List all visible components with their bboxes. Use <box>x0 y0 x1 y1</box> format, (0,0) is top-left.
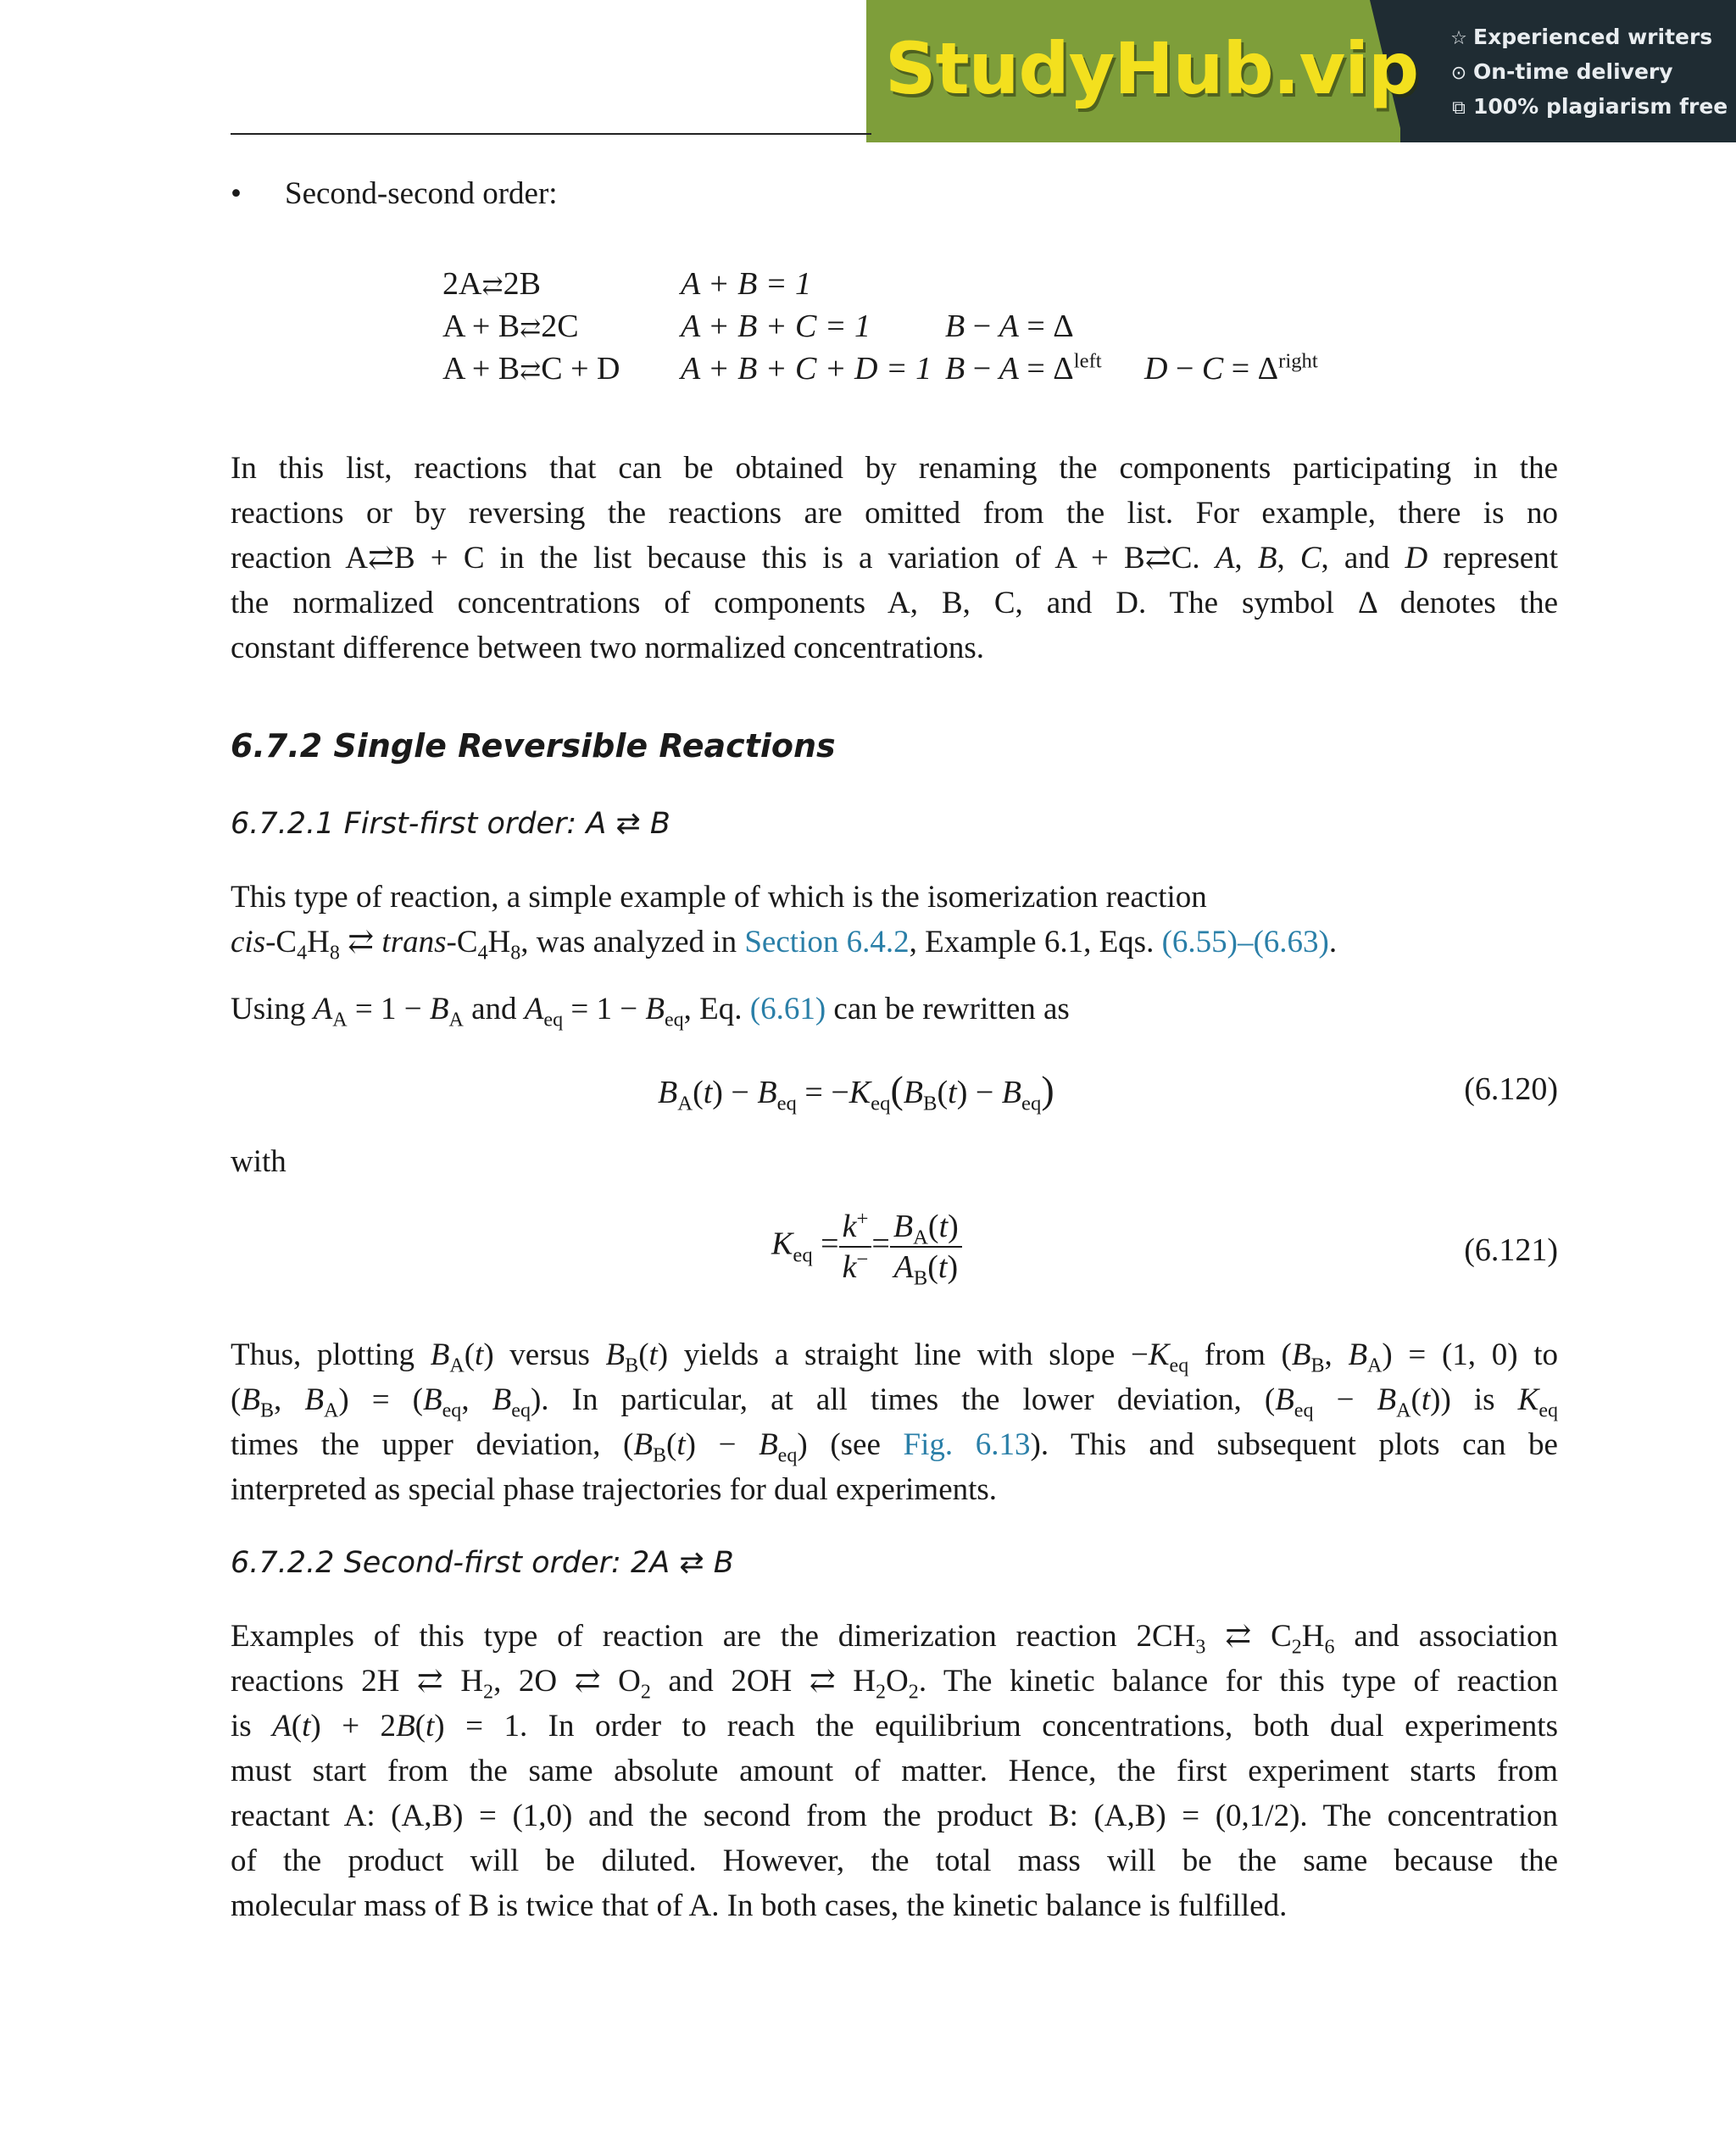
text-line: reactions or by reversing the reactions are omitted from the list. For example, there is no <box>231 496 1558 531</box>
with-label: with <box>231 1144 287 1179</box>
paragraph-rewrite: Using $A_A = 1 - B_A$ and $A_{eq} = 1 - B_{eq}$, Eq. (6.61) can be rewritten as <box>231 992 1070 1032</box>
balance-1: A + B = 1 <box>681 266 812 302</box>
text-span: , Example 6.1, Eqs. <box>909 925 1162 959</box>
text-line: reaction A⇄B + C in the list because this is a variation of A + B⇄C. A, B, C, and D represent <box>231 541 1558 576</box>
studyhub-logo[interactable]: StudyHub.vip <box>885 27 1419 110</box>
text-line: of the product will be diluted. However, the total mass will be the same because the <box>231 1843 1558 1878</box>
feature-label: 100% plagiarism free <box>1473 94 1728 119</box>
subsection-heading-second-first: 6.7.2.2 Second-first order: 2A ⇄ B <box>231 1546 734 1580</box>
header-rule <box>231 133 871 135</box>
diff-2: B − A = Δ <box>945 309 1074 344</box>
equation-number-6-120: (6.120) <box>1464 1071 1558 1107</box>
paragraph-omitted-reactions <box>231 446 1558 670</box>
text-line: must start from the same absolute amount of matter. Hence, the first experiment starts from <box>231 1754 1558 1788</box>
balance-2: A + B + C = 1 <box>681 309 871 344</box>
paragraph-isomerization-line2: cis-$C_4H_8$ ⇄ trans-$C_4H_8$, was analyzed in Section 6.4.2, Example 6.1, Eqs. (6.55)–(6.63). <box>231 925 1338 965</box>
text-line: ($B_B$, $B_A) = (B_{eq}$, $B_{eq}$). In particular, at all times the lower deviation, $(B_{eq} - B_A(t))$ is $K_{eq}$ <box>231 1382 1559 1422</box>
section-heading: 6.7.2 Single Reversible Reactions <box>231 727 836 765</box>
text-line: Thus, plotting $B_A(t)$ versus $B_B(t)$ yields a straight line with slope $-K_{eq}$ from ($B_B$, $B_A) = (1$, 0) to <box>231 1337 1558 1377</box>
clock-icon: ⊙ <box>1450 63 1467 84</box>
star-icon: ☆ <box>1450 28 1467 49</box>
eqs-6-55-6-63-link[interactable]: (6.55)–(6.63) <box>1161 925 1329 959</box>
paragraph-phase-trajectories <box>231 1332 1558 1512</box>
text-line: the normalized concentrations of components A, B, C, and D. The symbol Δ denotes the <box>231 586 1558 620</box>
fraction-concentration-ratio: $\frac{B_A(t)}{A_B(t)}$ <box>890 1207 962 1287</box>
feature-experienced-writers <box>1448 23 1712 52</box>
text-line: times the upper deviation, $(B_B(t) - B_{eq})$ (see Fig. 6.13). This and subsequent plots can be <box>231 1427 1558 1467</box>
bullet-dot: • <box>231 176 242 211</box>
text-line: In this list, reactions that can be obtained by renaming the components participating in the <box>231 451 1558 486</box>
text-line: interpreted as special phase trajectories for dual experiments. <box>231 1472 998 1507</box>
equation-6-121: $K_{eq}$ = $\frac{k^+}{k^-}$ = $\frac{B_A(t)}{A_B(t)}$ <box>771 1207 962 1287</box>
equation-6-120: $B_A(t) - B_{eq} = -K_{eq}(B_B(t) - B_{eq})$ <box>658 1068 1054 1115</box>
balance-3: A + B + C + D = 1 <box>681 351 932 386</box>
feature-label: Experienced writers <box>1473 25 1713 49</box>
section-6-4-2-link[interactable]: Section 6.4.2 <box>744 925 910 959</box>
fig-6-13-link[interactable]: Fig. 6.13 <box>903 1427 1031 1462</box>
text-line: reactions 2H ⇄ $H_2$, 2O ⇄ $O_2$ and 2OH ⇄ $H_2O_2$. The kinetic balance for this type of reaction <box>231 1664 1558 1704</box>
text-line: reactant A: (A,B) = (1,0) and the second from the product B: (A,B) = (0,1/2). The concentration <box>231 1799 1558 1833</box>
fraction-k-ratio: $\frac{k^+}{k^-}$ <box>839 1207 872 1287</box>
text-span: . <box>1328 925 1338 959</box>
feature-on-time-delivery <box>1448 58 1673 86</box>
text-span: can be rewritten as <box>826 992 1070 1026</box>
bullet-label: Second-second order: <box>285 176 558 211</box>
feature-label: On-time delivery <box>1473 59 1673 84</box>
text-line: constant difference between two normalized concentrations. <box>231 631 985 665</box>
eq-6-61-link[interactable]: (6.61) <box>749 992 826 1026</box>
diff-3-left: $B - A = \Delta^{left}$ <box>945 349 1102 386</box>
document-check-icon: ⧉ <box>1452 97 1466 119</box>
feature-plagiarism-free <box>1448 92 1728 121</box>
text-line: molecular mass of B is twice that of A. In both cases, the kinetic balance is fulfilled. <box>231 1888 1288 1923</box>
paragraph-dimerization <box>231 1614 1558 1928</box>
subsection-heading-first-first: 6.7.2.1 First-first order: A ⇄ B <box>231 807 670 841</box>
reaction-2: A + B⇄2C <box>442 309 579 344</box>
reaction-3: A + B⇄C + D <box>442 351 620 386</box>
equation-number-6-121: (6.121) <box>1464 1232 1558 1268</box>
text-line: Examples of this type of reaction are the dimerization reaction $2CH_3$ ⇄ $C_2H_6$ and association <box>231 1619 1559 1659</box>
text-line: is A(t) + 2B(t) = 1. In order to reach the equilibrium concentrations, both dual experiments <box>231 1709 1558 1743</box>
paragraph-isomerization-line1: This type of reaction, a simple example of which is the isomerization reaction <box>231 880 1207 915</box>
diff-3-right: $D - C = \Delta^{right}$ <box>1144 349 1318 386</box>
reaction-1: 2A⇄2B <box>442 266 541 302</box>
